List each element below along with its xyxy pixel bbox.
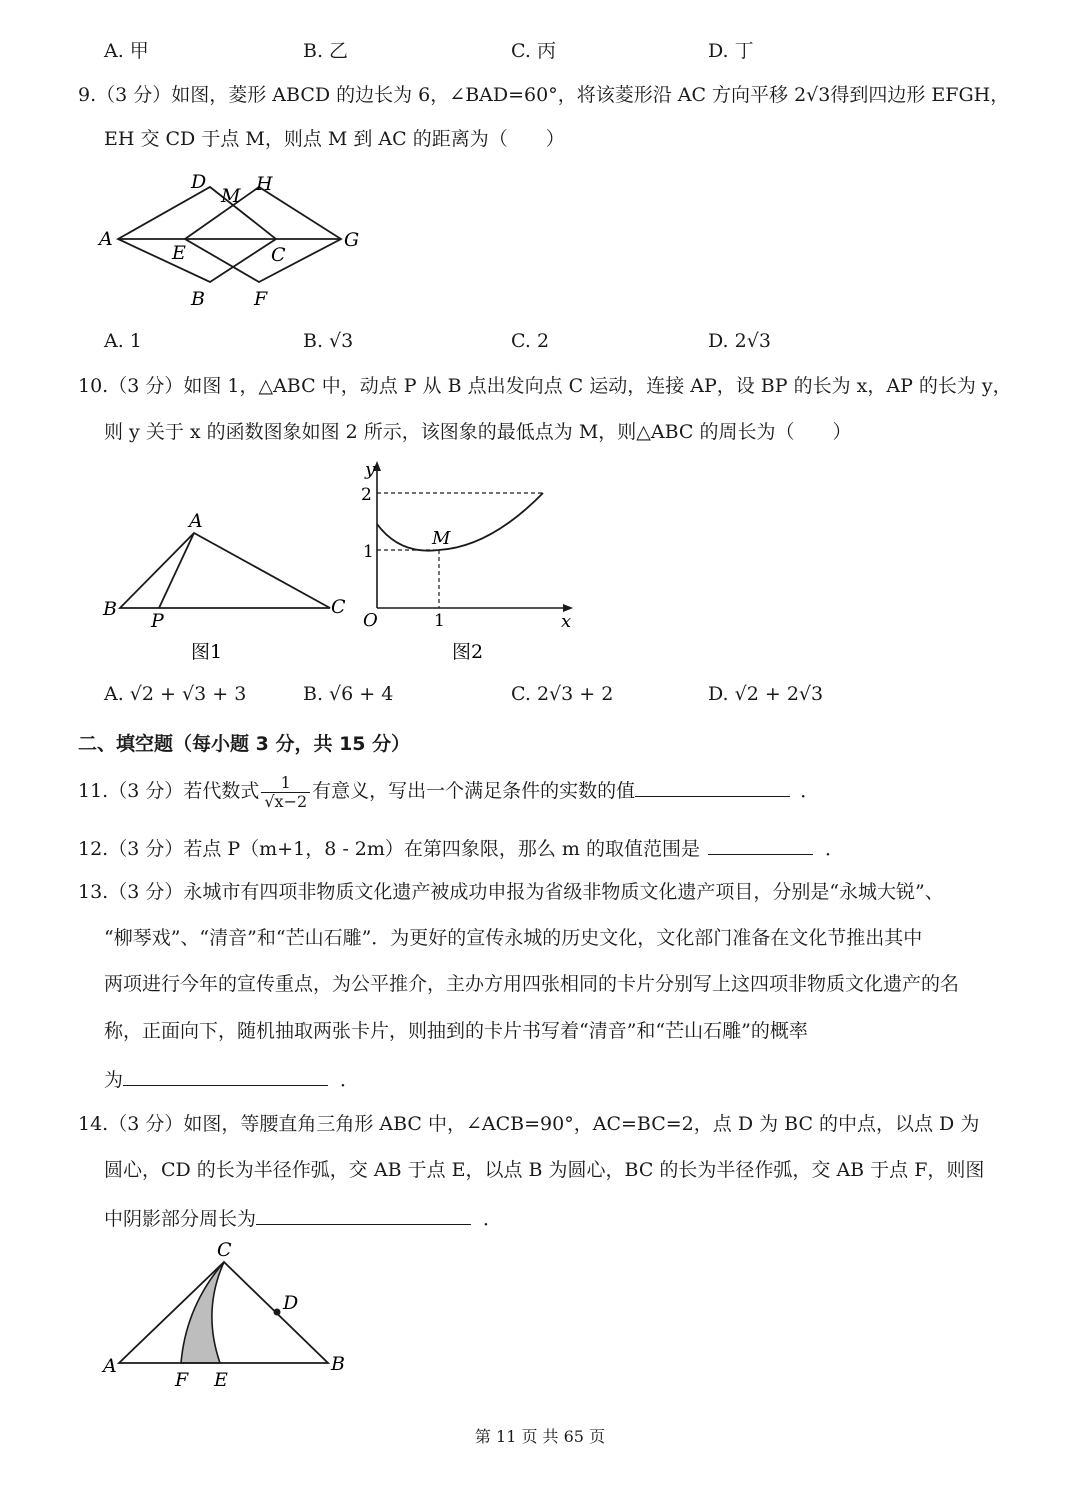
label-a: A (103, 1355, 117, 1377)
q14-answer-blank[interactable] (256, 1205, 471, 1225)
shaded-region (181, 1262, 224, 1363)
point-d (274, 1309, 281, 1316)
q10-figure2-graph (355, 455, 585, 665)
q13-line5 (104, 1066, 359, 1092)
label-m: M (221, 185, 241, 207)
rhombus-abcd (118, 187, 276, 282)
q8-option-a: A. 甲 (104, 40, 149, 62)
q8-option-d: D. 丁 (708, 40, 754, 62)
label-origin: O (363, 610, 378, 631)
label-g: G (344, 229, 360, 251)
tick-y2: 2 (361, 485, 372, 505)
section-fill-in-title: 二、填空题（每小题 3 分，共 15 分） (78, 733, 411, 755)
q11-frac-denominator: √x−2 (264, 791, 308, 811)
q14-end: ． (483, 1208, 503, 1230)
q13-answer-blank[interactable] (123, 1066, 328, 1086)
q9-option-c: C. 2 (511, 330, 550, 352)
q12-line (78, 835, 844, 861)
tick-y1: 1 (363, 542, 374, 562)
figure2-caption: 图2 (452, 641, 484, 663)
label-f: F (254, 288, 268, 310)
q14-line3 (104, 1205, 502, 1231)
figure1-caption: 图1 (191, 641, 223, 663)
label-b: B (103, 598, 117, 620)
q10-option-a: A. √2 + √3 + 3 (104, 683, 247, 705)
q12-end: ． (824, 838, 844, 860)
label-a: A (189, 510, 203, 532)
label-p: P (151, 610, 164, 632)
label-e: E (172, 242, 186, 264)
q9-option-a: A. 1 (104, 330, 142, 352)
q13-text-line4: 称，正面向下，随机抽取两张卡片，则抽到的卡片书写着“清音”和“芒山石雕”的概率 (104, 1020, 808, 1042)
q10-option-c: C. 2√3 + 2 (511, 683, 614, 705)
q9-text-line1: 9.（3 分）如图，菱形 ABCD 的边长为 6，∠BAD=60°，将该菱形沿 AC 方向平移 2√3得到四边形 EFGH， (78, 84, 1010, 106)
q10-text-line1: 10.（3 分）如图 1，△ABC 中，动点 P 从 B 点出发向点 C 运动，连接 AP，设 BP 的长为 x，AP 的长为 y， (78, 375, 1012, 397)
label-a: A (99, 228, 113, 250)
label-m: M (432, 528, 451, 549)
segment-ap (159, 533, 194, 608)
rhombus-efgh (185, 187, 341, 282)
label-h: H (256, 173, 273, 195)
q9-text-line2: EH 交 CD 于点 M，则点 M 到 AC 的距离为（ ） (104, 128, 565, 150)
label-c: C (217, 1239, 232, 1261)
label-e: E (214, 1369, 228, 1391)
label-d: D (283, 1292, 299, 1314)
q11-frac-numerator: 1 (261, 774, 310, 793)
q9-rhombus-figure (95, 168, 375, 313)
q9-option-b: B. √3 (303, 330, 354, 352)
q13-text-line3: 两项进行今年的宣传重点，为公平推介，主办方用四张相同的卡片分别写上这四项非物质文化遗产的名 (104, 973, 960, 995)
label-d: D (191, 171, 207, 193)
tick-x1: 1 (434, 611, 445, 631)
q13-text-line2: “柳琴戏”、“清音”和“芒山石雕”．为更好的宣传永城的历史文化，文化部门准备在文化节推出其中 (104, 927, 923, 949)
label-f: F (175, 1369, 189, 1391)
q13-line5-prefix: 为 (104, 1069, 124, 1091)
label-c: C (331, 596, 346, 618)
q9-option-d: D. 2√3 (708, 330, 771, 352)
q11-suffix: 有意义，写出一个满足条件的实数的值 (312, 780, 636, 803)
q11-line (78, 774, 819, 810)
q14-line3-prefix: 中阴影部分周长为 (104, 1208, 257, 1230)
q14-text-line1: 14.（3 分）如图，等腰直角三角形 ABC 中，∠ACB=90°，AC=BC=2，点 D 为 BC 的中点，以点 D 为 (78, 1113, 980, 1135)
q8-option-c: C. 丙 (511, 40, 556, 62)
label-b: B (191, 288, 205, 310)
q14-triangle-figure (95, 1236, 365, 1396)
label-b: B (331, 1353, 345, 1375)
q14-text-line2: 圆心，CD 的长为半径作弧，交 AB 于点 E，以点 B 为圆心，BC 的长为半径作弧，交 AB 于点 F，则图 (104, 1159, 985, 1181)
triangle-abc (120, 533, 330, 608)
function-curve (377, 493, 543, 551)
q11-answer-blank[interactable] (635, 777, 790, 797)
label-y: y (365, 459, 376, 480)
q13-text-line1: 13.（3 分）永城市有四项非物质文化遗产被成功申报为省级非物质文化遗产项目，分别是“永城大锐”、 (78, 881, 944, 903)
label-c: C (271, 244, 286, 266)
q12-answer-blank[interactable] (708, 835, 813, 855)
q13-end: ． (340, 1069, 360, 1091)
label-x: x (561, 611, 572, 632)
page-footer: 第 11 页 共 65 页 (474, 1427, 606, 1446)
q10-option-b: B. √6 + 4 (303, 683, 394, 705)
q11-fraction (261, 774, 310, 810)
q11-prefix: 11.（3 分）若代数式 (78, 780, 260, 803)
q11-end: ． (800, 780, 820, 803)
q10-text-line2: 则 y 关于 x 的函数图象如图 2 所示，该图象的最低点为 M，则△ABC 的周长为（ ） (104, 421, 852, 443)
q10-figure1-triangle (95, 505, 355, 665)
q12-text: 12.（3 分）若点 P（m+1，8 - 2m）在第四象限，那么 m 的取值范围是 (78, 838, 700, 860)
q8-option-b: B. 乙 (303, 40, 349, 62)
q10-option-d: D. √2 + 2√3 (708, 683, 824, 705)
